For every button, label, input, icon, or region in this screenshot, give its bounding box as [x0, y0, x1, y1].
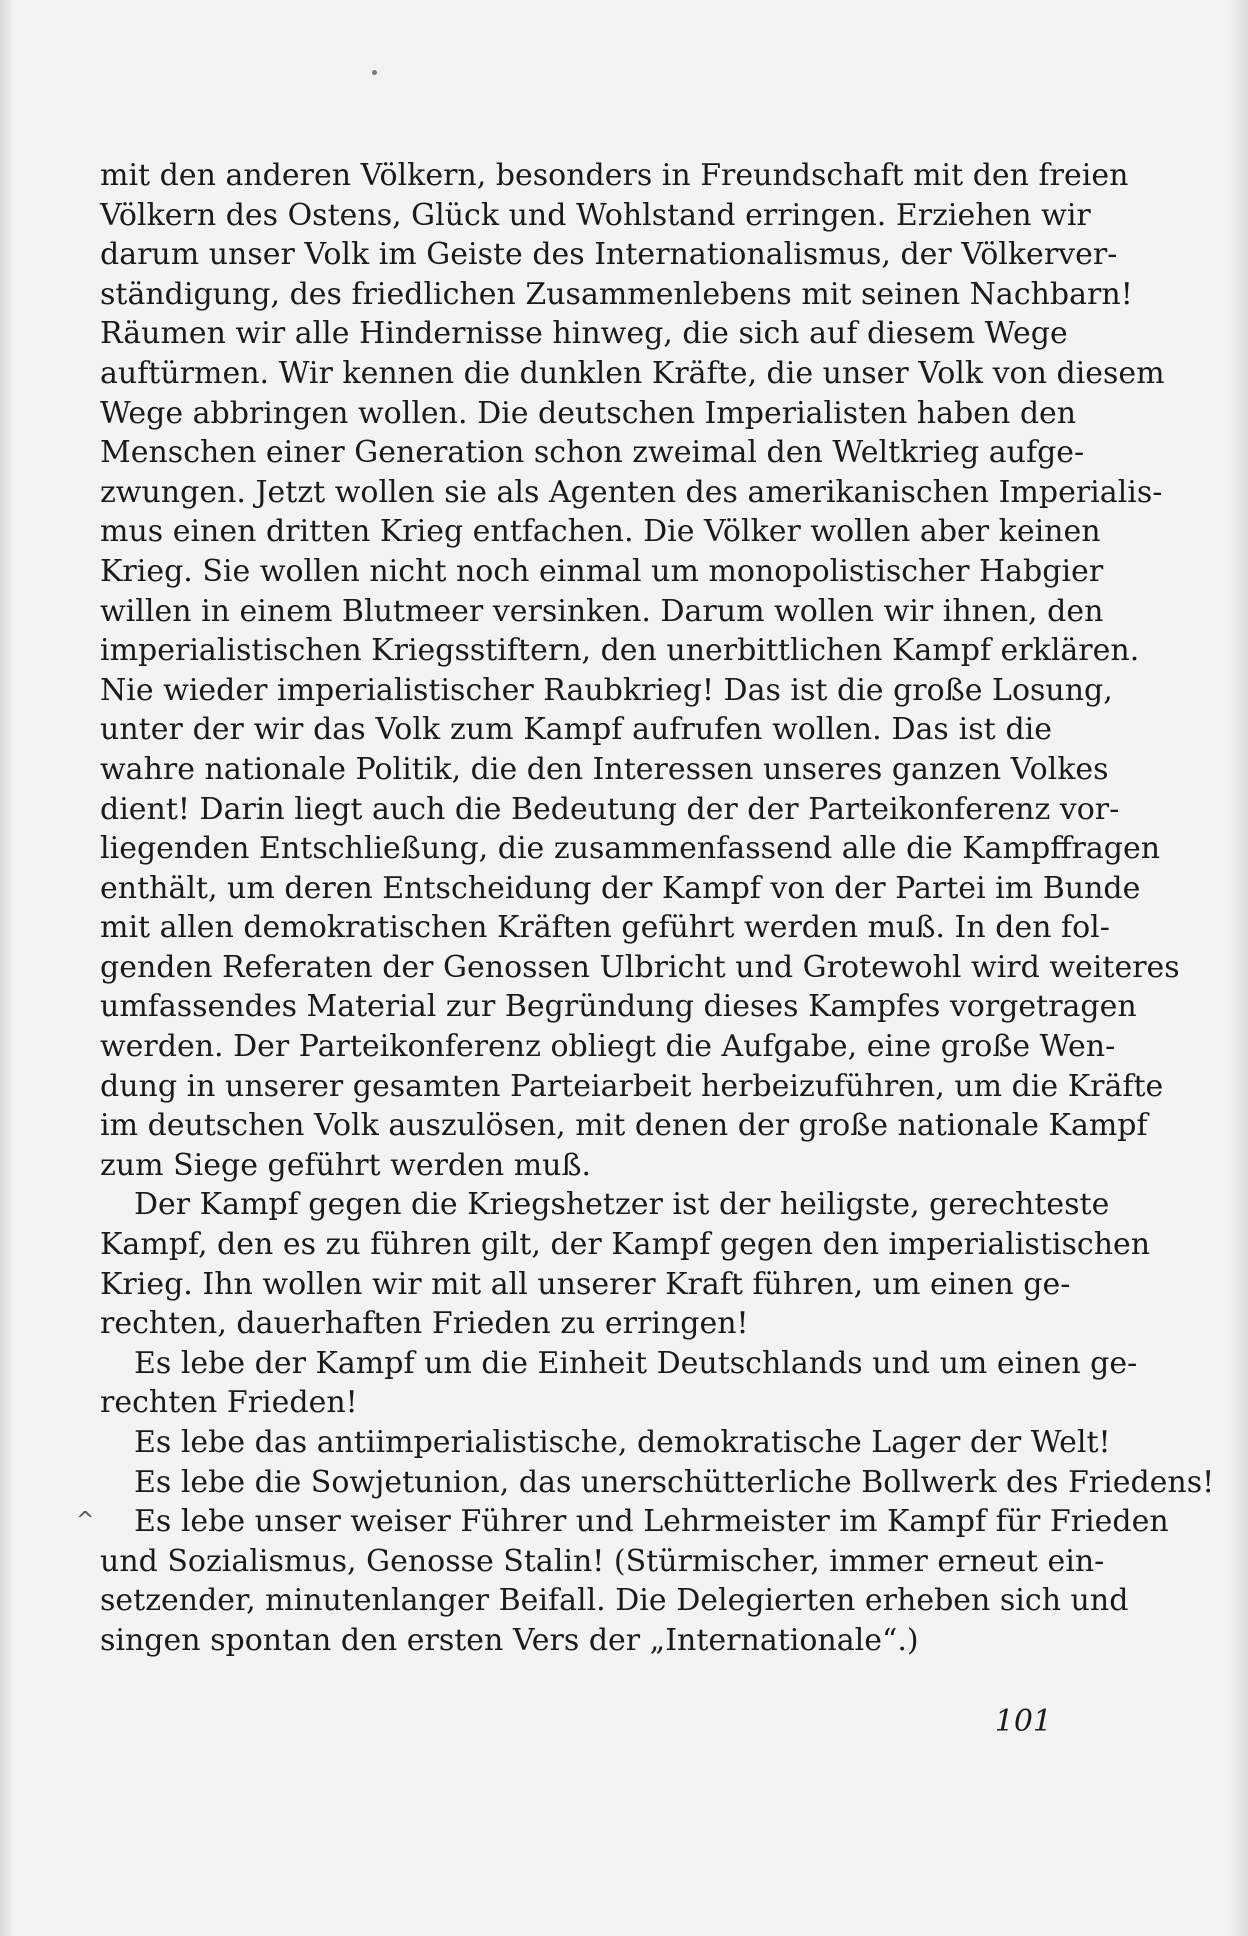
text-line: enthält, um deren Entscheidung der Kampf von der Partei im Bunde [100, 870, 1141, 906]
text-line: rechten, dauerhaften Frieden zu erringen! [100, 1306, 749, 1342]
text-line: Wege abbringen wollen. Die deutschen Imperialisten haben den [100, 395, 1077, 431]
text-line: singen spontan den ersten Vers der „Internationale“.) [100, 1622, 919, 1658]
text-line: zum Siege geführt werden muß. [100, 1147, 592, 1183]
text-line: auftürmen. Wir kennen die dunklen Kräfte, die unser Volk von diesem [100, 355, 1165, 391]
text-line: mit allen demokratischen Kräften geführt werden muß. In den fol- [100, 910, 1110, 946]
text-line: wahre nationale Politik, die den Interessen unseres ganzen Volkes [100, 751, 1109, 787]
text-line: willen in einem Blutmeer versinken. Darum wollen wir ihnen, den [100, 593, 1104, 629]
margin-caret-mark: ^ [76, 1508, 95, 1533]
text-line: dung in unserer gesamten Parteiarbeit herbeizuführen, um die Kräfte [100, 1068, 1164, 1104]
text-line: liegenden Entschließung, die zusammenfassend alle die Kampffragen [100, 831, 1161, 867]
body-text [100, 156, 1215, 1661]
text-line: rechten Frieden! [100, 1385, 358, 1421]
text-line: werden. Der Parteikonferenz obliegt die Aufgabe, eine große Wen- [100, 1029, 1116, 1065]
text-line: Menschen einer Generation schon zweimal den Weltkrieg aufge- [100, 435, 1085, 471]
text-line: und Sozialismus, Genosse Stalin! (Stürmischer, immer erneut ein- [100, 1543, 1105, 1579]
text-line: Es lebe der Kampf um die Einheit Deutschlands und um einen ge- [134, 1345, 1138, 1381]
text-line: setzender, minutenlanger Beifall. Die Delegierten erheben sich und [100, 1583, 1129, 1619]
text-line: Nie wieder imperialistischer Raubkrieg! Das ist die große Losung, [100, 672, 1113, 708]
speck-mark [372, 70, 377, 75]
text-line: imperialistischen Kriegsstiftern, den unerbittlichen Kampf erklären. [100, 633, 1140, 669]
text-line: Der Kampf gegen die Kriegshetzer ist der heiligste, gerechteste [134, 1187, 1110, 1223]
text-line: unter der wir das Volk zum Kampf aufrufen wollen. Das ist die [100, 712, 1052, 748]
text-line: Räumen wir alle Hindernisse hinweg, die sich auf diesem Wege [100, 316, 1068, 352]
page-number: 101 [994, 1704, 1052, 1739]
text-line: umfassendes Material zur Begründung dieses Kampfes vorgetragen [100, 989, 1137, 1025]
text-line: Es lebe die Sowjetunion, das unerschütterliche Bollwerk des Friedens! [134, 1464, 1215, 1500]
text-line: im deutschen Volk auszulösen, mit denen der große nationale Kampf [100, 1108, 1148, 1144]
text-line: Krieg. Ihn wollen wir mit all unserer Kraft führen, um einen ge- [100, 1266, 1071, 1302]
text-line: dient! Darin liegt auch die Bedeutung der der Parteikonferenz vor- [100, 791, 1120, 827]
text-line: Kampf, den es zu führen gilt, der Kampf gegen den imperialistischen [100, 1227, 1151, 1263]
text-line: ständigung, des friedlichen Zusammenlebens mit seinen Nachbarn! [100, 276, 1133, 312]
text-line: mus einen dritten Krieg entfachen. Die Völker wollen aber keinen [100, 514, 1101, 550]
text-line: genden Referaten der Genossen Ulbricht und Grotewohl wird weiteres [100, 949, 1180, 985]
text-line: Es lebe unser weiser Führer und Lehrmeister im Kampf für Frieden [134, 1504, 1169, 1540]
text-line: Es lebe das antiimperialistische, demokratische Lager der Welt! [134, 1425, 1111, 1460]
text-line: Krieg. Sie wollen nicht noch einmal um monopolistischer Habgier [100, 553, 1104, 589]
text-line: zwungen. Jetzt wollen sie als Agenten des amerikanischen Imperialis- [100, 474, 1163, 510]
text-line: darum unser Volk im Geiste des Internationalismus, der Völkerver- [100, 237, 1118, 273]
text-line: Völkern des Ostens, Glück und Wohlstand erringen. Erziehen wir [100, 197, 1091, 233]
text-line: mit den anderen Völkern, besonders in Freundschaft mit den freien [100, 158, 1129, 193]
